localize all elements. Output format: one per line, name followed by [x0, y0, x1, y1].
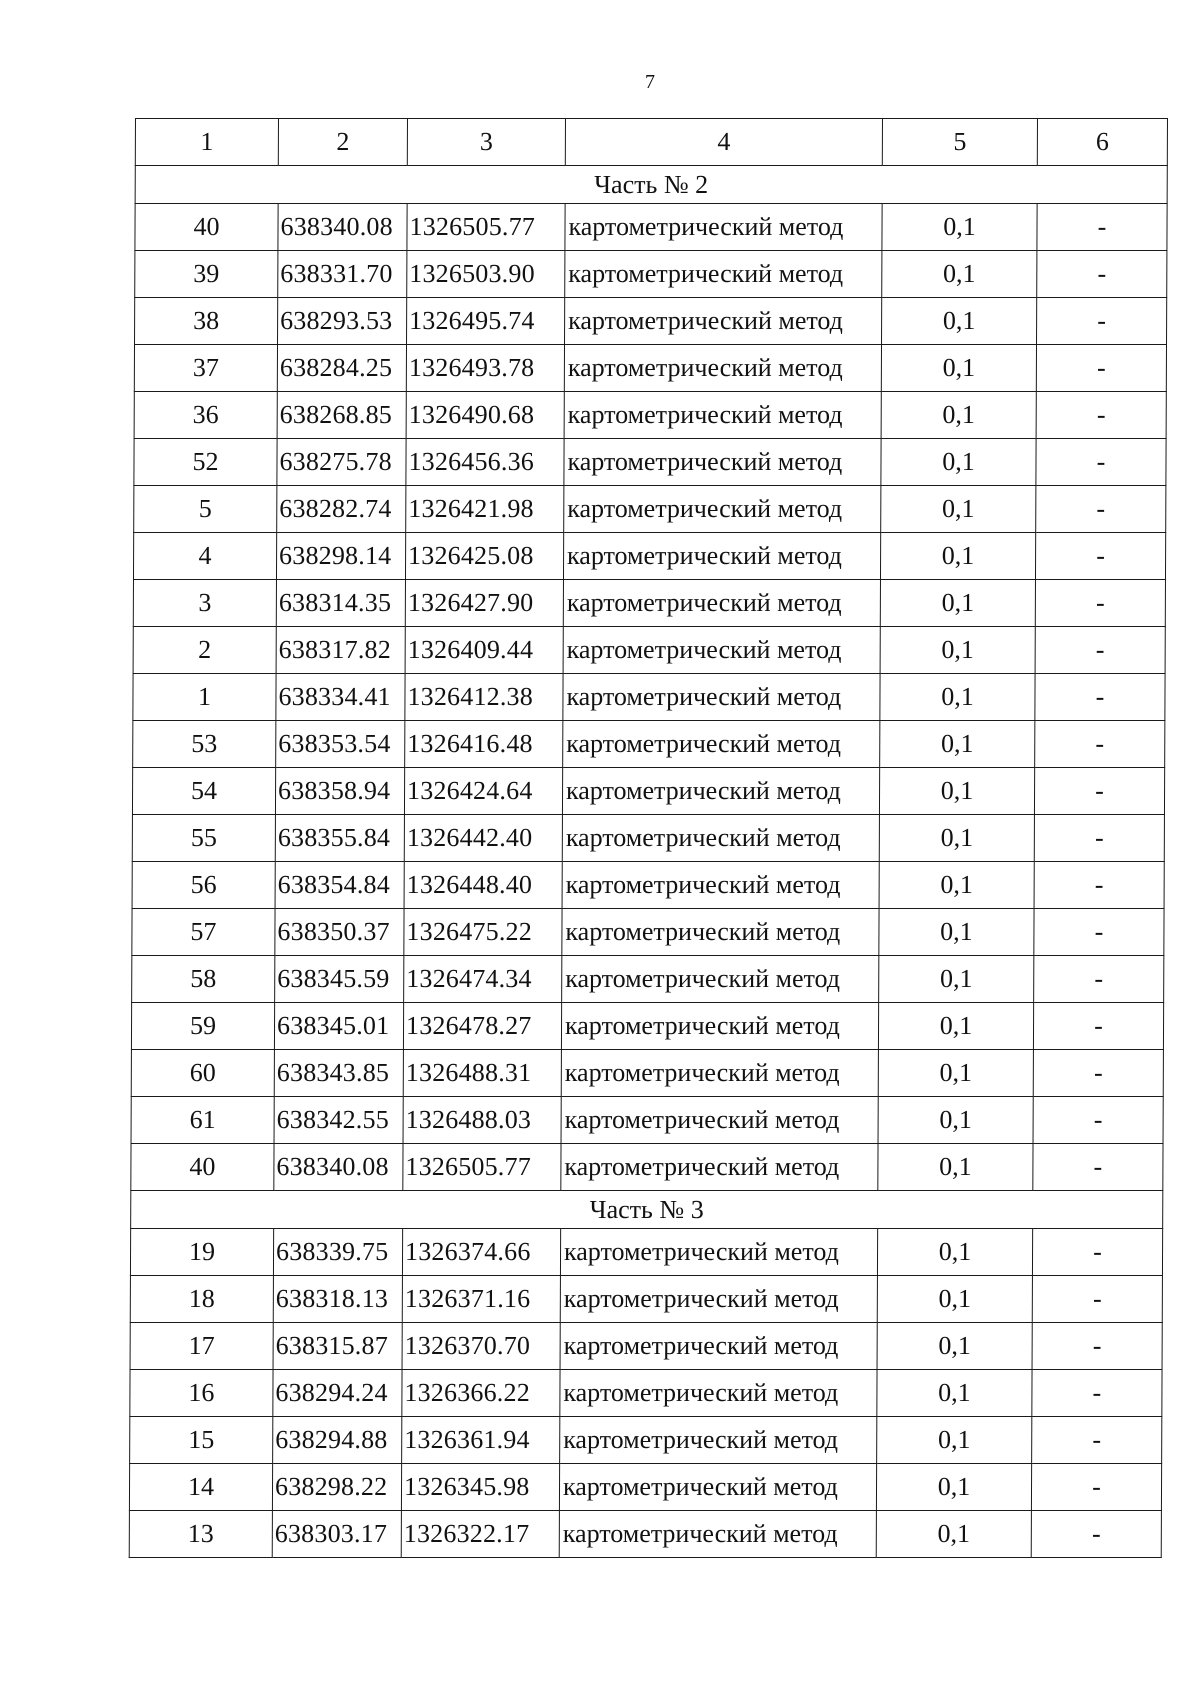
coord-x-cell: 638303.17 [272, 1511, 401, 1558]
point-number-cell: 39 [135, 251, 278, 298]
table-row [133, 580, 1165, 627]
method-cell: картометрический метод [562, 815, 879, 862]
method-cell: картометрический метод [560, 1229, 877, 1276]
coord-x-cell: 638342.55 [274, 1097, 403, 1144]
extra-cell: - [1033, 1144, 1163, 1191]
accuracy-cell: 0,1 [877, 1276, 1032, 1323]
extra-cell: - [1032, 1323, 1162, 1370]
coord-x-cell: 638298.22 [272, 1464, 401, 1511]
method-cell: картометрический метод [560, 1276, 877, 1323]
accuracy-cell: 0,1 [882, 298, 1037, 345]
accuracy-cell: 0,1 [881, 345, 1036, 392]
page-number: 7 [645, 71, 655, 93]
coord-x-cell: 638294.88 [273, 1417, 402, 1464]
coord-x-cell: 638331.70 [278, 251, 407, 298]
accuracy-cell: 0,1 [879, 862, 1034, 909]
method-cell: картометрический метод [563, 533, 880, 580]
point-number-cell: 61 [131, 1097, 274, 1144]
extra-cell: - [1035, 674, 1165, 721]
coord-x-cell: 638345.59 [275, 956, 404, 1003]
method-cell: картометрический метод [560, 1370, 877, 1417]
coord-x-cell: 638282.74 [277, 486, 406, 533]
coord-x-cell: 638275.78 [277, 439, 406, 486]
accuracy-cell: 0,1 [879, 815, 1034, 862]
table-row [130, 1276, 1162, 1323]
coord-x-cell: 638354.84 [275, 862, 404, 909]
extra-cell: - [1032, 1276, 1162, 1323]
point-number-cell: 15 [130, 1417, 273, 1464]
coord-x-cell: 638293.53 [278, 298, 407, 345]
coord-y-cell: 1326322.17 [401, 1511, 559, 1558]
coord-y-cell: 1326505.77 [407, 204, 565, 251]
column-header: 4 [565, 119, 882, 166]
coord-x-cell: 638334.41 [276, 674, 405, 721]
method-cell: картометрический метод [563, 580, 880, 627]
table-row [134, 486, 1166, 533]
method-cell: картометрический метод [563, 721, 880, 768]
accuracy-cell: 0,1 [879, 768, 1034, 815]
extra-cell: - [1037, 298, 1167, 345]
accuracy-cell: 0,1 [880, 627, 1035, 674]
coord-x-cell: 638350.37 [275, 909, 404, 956]
accuracy-cell: 0,1 [881, 392, 1036, 439]
accuracy-cell: 0,1 [878, 1097, 1033, 1144]
point-number-cell: 5 [134, 486, 277, 533]
method-cell: картометрический метод [564, 345, 881, 392]
method-cell: картометрический метод [561, 1097, 878, 1144]
coord-x-cell: 638318.13 [273, 1276, 402, 1323]
table-row [132, 909, 1164, 956]
point-number-cell: 1 [133, 674, 276, 721]
accuracy-cell: 0,1 [880, 533, 1035, 580]
coord-y-cell: 1326493.78 [406, 345, 564, 392]
table-row [129, 1511, 1161, 1558]
coord-x-cell: 638339.75 [273, 1229, 402, 1276]
extra-cell: - [1034, 909, 1164, 956]
method-cell: картометрический метод [560, 1323, 877, 1370]
extra-cell: - [1036, 486, 1166, 533]
point-number-cell: 14 [129, 1464, 272, 1511]
header-row [135, 119, 1167, 166]
coord-x-cell: 638355.84 [275, 815, 404, 862]
point-number-cell: 57 [132, 909, 275, 956]
coord-y-cell: 1326361.94 [402, 1417, 560, 1464]
coord-x-cell: 638340.08 [278, 204, 407, 251]
coord-y-cell: 1326366.22 [402, 1370, 560, 1417]
method-cell: картометрический метод [563, 627, 880, 674]
point-number-cell: 3 [133, 580, 276, 627]
extra-cell: - [1035, 580, 1165, 627]
extra-cell: - [1036, 345, 1166, 392]
extra-cell: - [1037, 204, 1167, 251]
point-number-cell: 59 [131, 1003, 274, 1050]
method-cell: картометрический метод [565, 204, 882, 251]
coord-y-cell: 1326495.74 [407, 298, 565, 345]
accuracy-cell: 0,1 [878, 1003, 1033, 1050]
table-row [134, 439, 1166, 486]
accuracy-cell: 0,1 [881, 486, 1036, 533]
extra-cell: - [1035, 533, 1165, 580]
table-row [132, 956, 1164, 1003]
coordinates-table [129, 118, 1168, 1558]
accuracy-cell: 0,1 [876, 1464, 1031, 1511]
accuracy-cell: 0,1 [876, 1511, 1031, 1558]
table-row [130, 1417, 1162, 1464]
point-number-cell: 40 [131, 1144, 274, 1191]
accuracy-cell: 0,1 [877, 1370, 1032, 1417]
coord-y-cell: 1326412.38 [405, 674, 563, 721]
extra-cell: - [1035, 627, 1165, 674]
extra-cell: - [1033, 1097, 1163, 1144]
extra-cell: - [1032, 1229, 1162, 1276]
method-cell: картометрический метод [564, 392, 881, 439]
coord-y-cell: 1326424.64 [404, 768, 562, 815]
point-number-cell: 2 [133, 627, 276, 674]
method-cell: картометрический метод [561, 1144, 878, 1191]
table-row [135, 204, 1167, 251]
coord-y-cell: 1326425.08 [405, 533, 563, 580]
extra-cell: - [1031, 1511, 1161, 1558]
coord-y-cell: 1326416.48 [405, 721, 563, 768]
table-row [131, 1097, 1163, 1144]
table-row [133, 721, 1165, 768]
coord-y-cell: 1326409.44 [405, 627, 563, 674]
coord-y-cell: 1326448.40 [404, 862, 562, 909]
column-header: 5 [882, 119, 1037, 166]
extra-cell: - [1036, 439, 1166, 486]
coord-y-cell: 1326456.36 [406, 439, 564, 486]
extra-cell: - [1032, 1370, 1162, 1417]
section-title-row [131, 1191, 1163, 1229]
coord-y-cell: 1326503.90 [407, 251, 565, 298]
coord-y-cell: 1326490.68 [406, 392, 564, 439]
coord-x-cell: 638315.87 [273, 1323, 402, 1370]
coord-x-cell: 638317.82 [276, 627, 405, 674]
coord-y-cell: 1326488.31 [403, 1050, 561, 1097]
table-row [131, 1050, 1163, 1097]
extra-cell: - [1034, 768, 1164, 815]
method-cell: картометрический метод [562, 909, 879, 956]
coord-y-cell: 1326474.34 [404, 956, 562, 1003]
accuracy-cell: 0,1 [877, 1229, 1032, 1276]
column-header: 3 [407, 119, 565, 166]
coord-x-cell: 638298.14 [276, 533, 405, 580]
coord-y-cell: 1326374.66 [402, 1229, 560, 1276]
table-row [135, 298, 1167, 345]
coord-x-cell: 638353.54 [276, 721, 405, 768]
extra-cell: - [1034, 862, 1164, 909]
method-cell: картометрический метод [564, 439, 881, 486]
method-cell: картометрический метод [559, 1464, 876, 1511]
extra-cell: - [1034, 815, 1164, 862]
extra-cell: - [1034, 956, 1164, 1003]
accuracy-cell: 0,1 [877, 1323, 1032, 1370]
column-header: 2 [278, 119, 407, 166]
accuracy-cell: 0,1 [879, 956, 1034, 1003]
accuracy-cell: 0,1 [878, 1144, 1033, 1191]
accuracy-cell: 0,1 [878, 1050, 1033, 1097]
coord-x-cell: 638358.94 [275, 768, 404, 815]
table-row [132, 862, 1164, 909]
section-title-row [135, 166, 1167, 204]
point-number-cell: 16 [130, 1370, 273, 1417]
point-number-cell: 53 [133, 721, 276, 768]
extra-cell: - [1033, 1050, 1163, 1097]
coord-y-cell: 1326442.40 [404, 815, 562, 862]
point-number-cell: 36 [134, 392, 277, 439]
extra-cell: - [1037, 251, 1167, 298]
point-number-cell: 54 [132, 768, 275, 815]
coord-y-cell: 1326505.77 [403, 1144, 561, 1191]
point-number-cell: 52 [134, 439, 277, 486]
point-number-cell: 19 [130, 1229, 273, 1276]
table-row [130, 1229, 1162, 1276]
table-body [129, 119, 1167, 1558]
method-cell: картометрический метод [561, 1003, 878, 1050]
accuracy-cell: 0,1 [880, 580, 1035, 627]
table-row [130, 1370, 1162, 1417]
column-header: 1 [135, 119, 278, 166]
extra-cell: - [1035, 721, 1165, 768]
table-row [135, 251, 1167, 298]
point-number-cell: 40 [135, 204, 278, 251]
coord-x-cell: 638345.01 [274, 1003, 403, 1050]
table-row [130, 1323, 1162, 1370]
accuracy-cell: 0,1 [880, 674, 1035, 721]
coord-y-cell: 1326488.03 [403, 1097, 561, 1144]
coord-y-cell: 1326370.70 [402, 1323, 560, 1370]
point-number-cell: 60 [131, 1050, 274, 1097]
method-cell: картометрический метод [565, 298, 882, 345]
point-number-cell: 18 [130, 1276, 273, 1323]
extra-cell: - [1032, 1417, 1162, 1464]
point-number-cell: 58 [132, 956, 275, 1003]
section-title: Часть № 3 [131, 1191, 1163, 1229]
method-cell: картометрический метод [564, 486, 881, 533]
coord-y-cell: 1326475.22 [404, 909, 562, 956]
point-number-cell: 4 [133, 533, 276, 580]
point-number-cell: 55 [132, 815, 275, 862]
accuracy-cell: 0,1 [882, 251, 1037, 298]
point-number-cell: 37 [134, 345, 277, 392]
coord-x-cell: 638284.25 [277, 345, 406, 392]
table-row [133, 533, 1165, 580]
extra-cell: - [1036, 392, 1166, 439]
table-row [134, 392, 1166, 439]
point-number-cell: 13 [129, 1511, 272, 1558]
method-cell: картометрический метод [560, 1417, 877, 1464]
accuracy-cell: 0,1 [882, 204, 1037, 251]
coord-x-cell: 638268.85 [277, 392, 406, 439]
accuracy-cell: 0,1 [881, 439, 1036, 486]
table-row [132, 815, 1164, 862]
coord-x-cell: 638343.85 [274, 1050, 403, 1097]
method-cell: картометрический метод [559, 1511, 876, 1558]
table-row [133, 674, 1165, 721]
extra-cell: - [1033, 1003, 1163, 1050]
point-number-cell: 56 [132, 862, 275, 909]
method-cell: картометрический метод [565, 251, 882, 298]
column-header: 6 [1037, 119, 1167, 166]
coord-y-cell: 1326427.90 [405, 580, 563, 627]
coord-y-cell: 1326421.98 [406, 486, 564, 533]
table-row [133, 627, 1165, 674]
table-row [131, 1144, 1163, 1191]
method-cell: картометрический метод [562, 956, 879, 1003]
method-cell: картометрический метод [561, 1050, 878, 1097]
accuracy-cell: 0,1 [879, 909, 1034, 956]
method-cell: картометрический метод [563, 674, 880, 721]
accuracy-cell: 0,1 [877, 1417, 1032, 1464]
coord-x-cell: 638340.08 [274, 1144, 403, 1191]
table-row [134, 345, 1166, 392]
table-row [129, 1464, 1161, 1511]
extra-cell: - [1031, 1464, 1161, 1511]
table-row [132, 768, 1164, 815]
coord-x-cell: 638314.35 [276, 580, 405, 627]
coord-y-cell: 1326371.16 [402, 1276, 560, 1323]
coord-y-cell: 1326345.98 [401, 1464, 559, 1511]
method-cell: картометрический метод [562, 862, 879, 909]
point-number-cell: 17 [130, 1323, 273, 1370]
accuracy-cell: 0,1 [880, 721, 1035, 768]
method-cell: картометрический метод [562, 768, 879, 815]
point-number-cell: 38 [135, 298, 278, 345]
table-row [131, 1003, 1163, 1050]
section-title: Часть № 2 [135, 166, 1167, 204]
coord-y-cell: 1326478.27 [403, 1003, 561, 1050]
coord-x-cell: 638294.24 [273, 1370, 402, 1417]
